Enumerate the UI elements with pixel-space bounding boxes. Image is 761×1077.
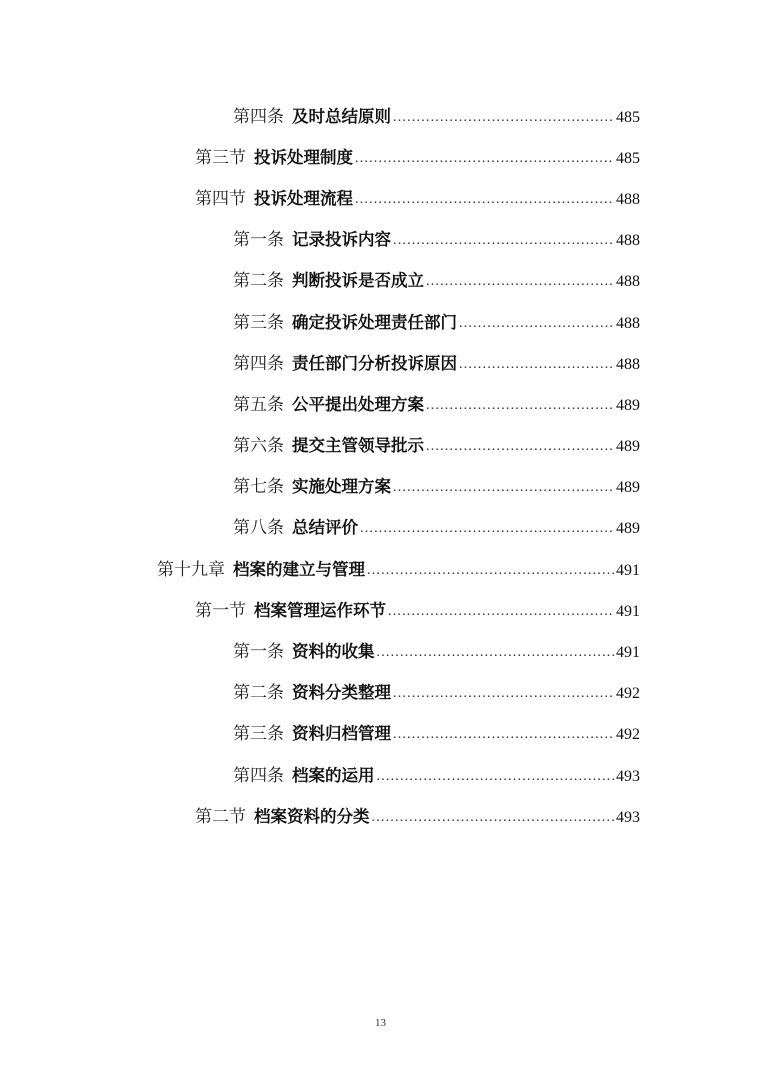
toc-row — [0, 427, 761, 468]
toc-leader-dots — [355, 148, 614, 170]
toc-title: 确定投诉处理责任部门 — [292, 312, 457, 332]
toc-title: 投诉处理流程 — [254, 188, 353, 208]
toc-title: 档案资料的分类 — [254, 806, 370, 826]
toc-number: 第六条 — [233, 436, 284, 457]
toc-leader-dots — [426, 436, 614, 458]
toc-number: 第七条 — [233, 477, 284, 498]
toc-entry[interactable] — [233, 106, 640, 130]
toc-title: 投诉处理制度 — [254, 147, 353, 167]
toc-title: 档案管理运作环节 — [254, 600, 386, 620]
toc-row — [0, 303, 761, 344]
toc-leader-dots — [388, 601, 614, 623]
toc-number: 第三条 — [233, 724, 284, 745]
toc-row — [0, 797, 761, 838]
toc-entry[interactable] — [195, 188, 640, 212]
toc-number: 第二节 — [195, 806, 246, 827]
table-of-contents — [0, 97, 761, 838]
toc-leader-dots — [372, 807, 615, 829]
toc-leader-dots — [426, 271, 614, 293]
toc-number: 第二条 — [233, 271, 284, 292]
toc-entry[interactable] — [233, 765, 640, 789]
toc-leader-dots — [459, 354, 614, 376]
toc-page-number: 492 — [616, 726, 640, 744]
toc-title: 资料归档管理 — [292, 724, 391, 744]
toc-number: 第四节 — [195, 188, 246, 209]
toc-entry[interactable] — [195, 147, 640, 171]
toc-entry[interactable] — [233, 641, 640, 665]
toc-page-number: 488 — [616, 355, 640, 373]
toc-row — [0, 468, 761, 509]
toc-title: 及时总结原则 — [292, 106, 391, 126]
toc-page-number: 492 — [616, 685, 640, 703]
toc-leader-dots — [393, 724, 614, 746]
toc-title: 责任部门分析投诉原因 — [292, 353, 457, 373]
toc-page-number: 489 — [616, 479, 640, 497]
page-number: 13 — [375, 1017, 386, 1029]
toc-title: 判断投诉是否成立 — [292, 271, 424, 291]
toc-leader-dots — [426, 395, 614, 417]
toc-row — [0, 262, 761, 303]
toc-row — [0, 221, 761, 262]
toc-leader-dots — [393, 107, 614, 129]
toc-row — [0, 674, 761, 715]
toc-entry[interactable] — [233, 517, 640, 541]
toc-entry[interactable] — [233, 270, 640, 294]
toc-number: 第四条 — [233, 765, 284, 786]
toc-entry[interactable] — [233, 723, 640, 747]
toc-number: 第十九章 — [157, 559, 225, 580]
toc-number: 第八条 — [233, 518, 284, 539]
toc-title: 档案的建立与管理 — [233, 559, 365, 579]
toc-row — [0, 344, 761, 385]
toc-row — [0, 138, 761, 179]
toc-row — [0, 385, 761, 426]
toc-page-number: 489 — [616, 520, 640, 538]
toc-page-number: 488 — [616, 273, 640, 291]
toc-leader-dots — [377, 642, 615, 664]
toc-page-number: 485 — [616, 149, 640, 167]
toc-entry[interactable] — [233, 476, 640, 500]
toc-row — [0, 591, 761, 632]
toc-title: 资料的收集 — [292, 642, 375, 662]
toc-number: 第一条 — [233, 642, 284, 663]
toc-number: 第三条 — [233, 312, 284, 333]
toc-row — [0, 550, 761, 591]
toc-entry[interactable] — [233, 229, 640, 253]
toc-page-number: 488 — [616, 314, 640, 332]
toc-row — [0, 179, 761, 220]
toc-title: 总结评价 — [292, 518, 358, 538]
toc-title: 资料分类整理 — [292, 683, 391, 703]
toc-page-number: 493 — [616, 767, 640, 785]
toc-entry[interactable] — [233, 394, 640, 418]
toc-entry[interactable] — [233, 682, 640, 706]
toc-row — [0, 97, 761, 138]
toc-page-number: 491 — [616, 602, 640, 620]
toc-row — [0, 509, 761, 550]
toc-number: 第一条 — [233, 230, 284, 251]
toc-row — [0, 756, 761, 797]
toc-page-number: 485 — [616, 108, 640, 126]
toc-row — [0, 715, 761, 756]
toc-number: 第四条 — [233, 353, 284, 374]
toc-page-number: 491 — [616, 561, 640, 579]
toc-number: 第五条 — [233, 394, 284, 415]
toc-leader-dots — [367, 560, 614, 582]
toc-entry[interactable] — [233, 353, 640, 377]
toc-number: 第三节 — [195, 147, 246, 168]
toc-title: 提交主管领导批示 — [292, 436, 424, 456]
toc-title: 记录投诉内容 — [292, 230, 391, 250]
toc-title: 档案的运用 — [292, 765, 375, 785]
toc-entry[interactable] — [157, 559, 640, 583]
toc-number: 第一节 — [195, 600, 246, 621]
toc-number: 第二条 — [233, 683, 284, 704]
toc-leader-dots — [393, 477, 614, 499]
toc-entry[interactable] — [233, 435, 640, 459]
toc-leader-dots — [393, 230, 614, 252]
toc-page-number: 488 — [616, 232, 640, 250]
toc-entry[interactable] — [195, 600, 640, 624]
toc-title: 公平提出处理方案 — [292, 394, 424, 414]
toc-page-number: 493 — [616, 808, 640, 826]
toc-number: 第四条 — [233, 106, 284, 127]
toc-leader-dots — [377, 766, 615, 788]
toc-entry[interactable] — [195, 806, 640, 830]
toc-leader-dots — [459, 313, 614, 335]
toc-page-number: 491 — [616, 644, 640, 662]
toc-page-number: 489 — [616, 396, 640, 414]
toc-page-number: 488 — [616, 190, 640, 208]
toc-leader-dots — [355, 189, 614, 211]
toc-entry[interactable] — [233, 312, 640, 336]
toc-leader-dots — [360, 518, 614, 540]
toc-row — [0, 632, 761, 673]
toc-leader-dots — [393, 683, 614, 705]
toc-page-number: 489 — [616, 438, 640, 456]
toc-title: 实施处理方案 — [292, 477, 391, 497]
